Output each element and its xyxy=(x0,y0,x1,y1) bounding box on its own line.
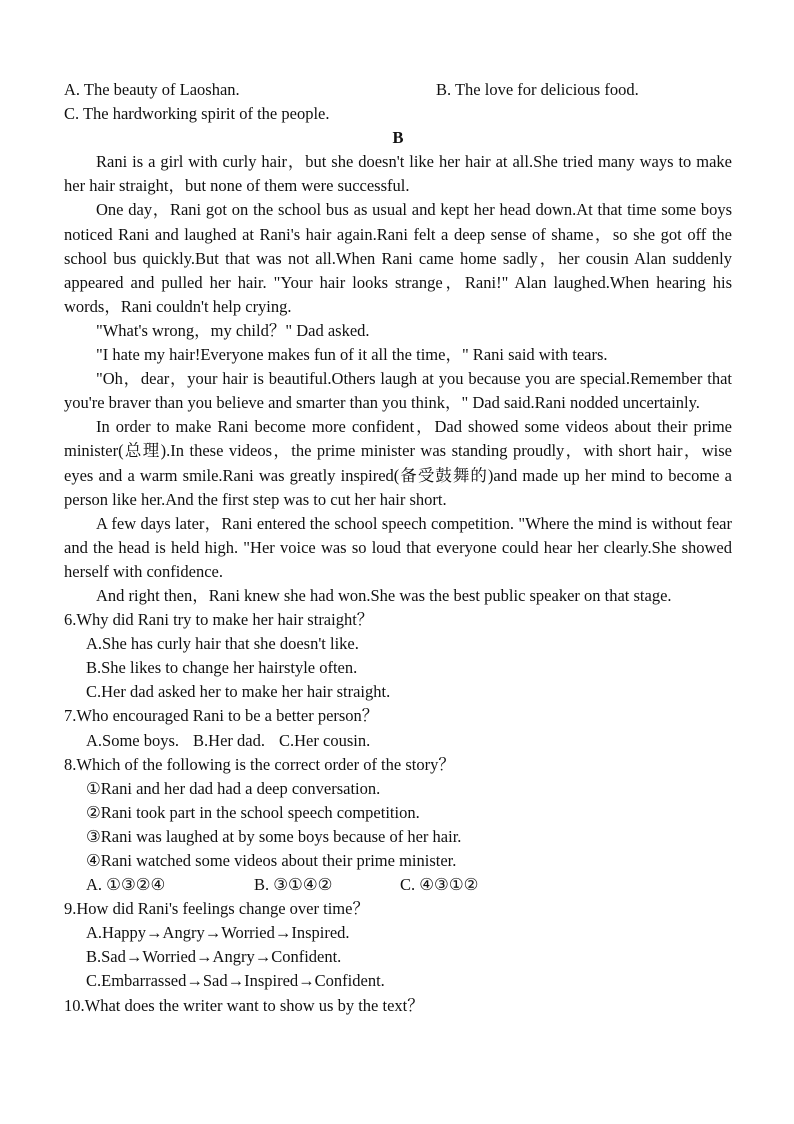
question-7-options xyxy=(64,729,732,753)
question-9-option-c[interactable]: C.Embarrassed→Sad→Inspired→Confident. xyxy=(86,971,385,991)
question-7-option-b[interactable]: B.Her dad. xyxy=(193,730,265,750)
paragraph-1: Rani is a girl with curly hair，but she doesn't like her hair at all.She tried many ways to make her hair straight，but none of them were successful. xyxy=(64,152,732,196)
question-8-event-3: ③Rani was laughed at by some boys because of her hair. xyxy=(86,826,462,846)
section-title: B xyxy=(392,128,404,148)
paragraph-5: "Oh，dear，your hair is beautiful.Others laugh at you because you are special.Remember that you're braver than you believe and smarter than you think，" Dad said.Rani nodded uncertainly. xyxy=(64,369,732,413)
question-8-option-b[interactable]: B. ③①④② xyxy=(254,875,333,895)
question-9-option-a[interactable]: A.Happy→Angry→Worried→Inspired. xyxy=(86,923,350,943)
question-8-option-c[interactable]: C. ④③①② xyxy=(400,875,479,895)
question-8-stem: 8.Which of the following is the correct order of the story？ xyxy=(64,754,455,774)
paragraph-7: A few days later，Rani entered the school speech competition. "Where the mind is without fear and the head is held high. "Her voice was so loud that everyone could hear her clearly.She showed herself with confidence. xyxy=(64,513,732,581)
question-6-option-a[interactable]: A.She has curly hair that she doesn't like. xyxy=(86,634,359,654)
prev-question-options-row xyxy=(64,78,732,102)
question-8-event-4: ④Rani watched some videos about their prime minister. xyxy=(86,851,457,870)
reading-section xyxy=(64,78,732,1018)
question-6-option-c[interactable]: C.Her dad asked her to make her hair straight. xyxy=(86,682,391,702)
paragraph-6: In order to make Rani become more confident，Dad showed some videos about their prime minister(总理).In these videos，the prime minister was standing proudly，with short hair，wise eyes and a warm smile.Rani was greatly inspired(备受鼓舞的)and made up her mind to become a person like her.And the first step was to cut her hair short. xyxy=(64,417,732,509)
question-8-event-2: ②Rani took part in the school speech competition. xyxy=(86,802,420,822)
question-9-stem: 9.How did Rani's feelings change over time？ xyxy=(64,899,369,919)
question-7-option-a[interactable]: A.Some boys. xyxy=(86,730,180,750)
question-8-event-1: ①Rani and her dad had a deep conversation. xyxy=(86,778,381,798)
question-7-stem: 7.Who encouraged Rani to be a better person？ xyxy=(64,706,379,726)
question-8-option-a[interactable]: A. ①③②④ xyxy=(86,875,166,895)
prev-question-option-c-row xyxy=(64,102,732,126)
question-7-option-c[interactable]: C.Her cousin. xyxy=(279,730,371,750)
question-6-option-b[interactable]: B.She likes to change her hairstyle often. xyxy=(86,658,358,678)
option-c: C. The hardworking spirit of the people. xyxy=(64,104,330,124)
paragraph-4: "I hate my hair!Everyone makes fun of it all the time，" Rani said with tears. xyxy=(96,345,608,365)
question-10-stem: 10.What does the writer want to show us by the text？ xyxy=(64,995,424,1015)
paragraph-2: One day，Rani got on the school bus as usual and kept her head down.At that time some boys noticed Rani and laughed at Rani's hair again.Rani felt a deep sense of shame，so she got off the school bus quickly.But that was not all.When Rani came home sadly，her cousin Alan suddenly appeared and pulled her hair. "Your hair looks strange，Rani!" Alan laughed.When hearing his words，Rani couldn't help crying. xyxy=(64,200,732,316)
question-8-options xyxy=(64,873,732,897)
paragraph-3: "What's wrong，my child？" Dad asked. xyxy=(96,320,370,340)
option-a: A. The beauty of Laoshan. xyxy=(64,80,240,99)
paragraph-8: And right then，Rani knew she had won.She was the best public speaker on that stage. xyxy=(96,585,672,605)
option-b: B. The love for delicious food. xyxy=(436,80,639,99)
question-6-stem: 6.Why did Rani try to make her hair straight？ xyxy=(64,610,374,630)
question-9-option-b[interactable]: B.Sad→Worried→Angry→Confident. xyxy=(86,947,342,967)
